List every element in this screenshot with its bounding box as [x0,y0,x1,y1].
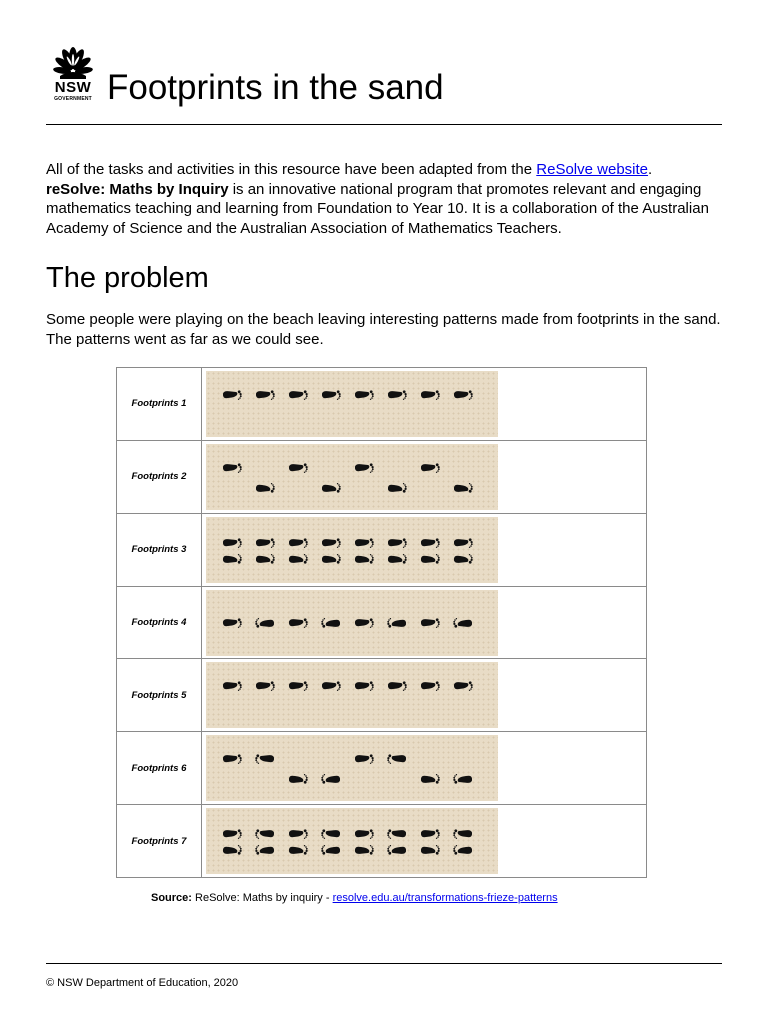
intro-rest: is an innovative national program that promotes relevant and engaging mathematics teaching and learning from Foundation to Year 10. It is a collaboration of the Australian Academy of Science and the Australian Association of Mathematics Teachers. [46,180,709,237]
footprint-mark [289,774,308,784]
footprint-mark [223,845,242,855]
footprint-mark [223,618,242,628]
footprints-pattern [202,440,647,513]
footprint-mark [454,538,473,548]
footprint-mark [321,618,340,628]
intro-lead-end: . [648,161,653,178]
footprint-mark [255,845,274,855]
footprint-mark [255,755,274,765]
footprint-mark [223,554,242,564]
footprint-mark [355,618,374,628]
sand-image [206,517,498,583]
logo-subtitle: GOVERNMENT [54,96,92,102]
footprints-label: Footprints 7 [117,805,202,878]
footprint-mark [289,845,308,855]
footprint-mark [454,483,473,493]
footprint-mark [255,829,274,839]
footprints-illustration [206,590,498,656]
footprint-mark [454,390,473,400]
footprint-mark [454,682,473,692]
intro-lead: All of the tasks and activities in this resource have been adapted from the [46,161,537,178]
sand-image [206,662,498,728]
footprint-mark [321,829,340,839]
sand-image [206,808,498,874]
footprint-mark [421,538,440,548]
sand-image [206,735,498,801]
footprints-pattern [202,732,647,805]
footprint-mark [421,845,440,855]
footprint-mark [454,554,473,564]
footprints-pattern [202,659,647,732]
footprint-mark [289,618,308,628]
nsw-government-logo [46,46,100,106]
footprint-mark [289,538,308,548]
footprint-mark [388,538,407,548]
footprint-mark [322,483,341,493]
footprints-pattern [202,513,647,586]
footprint-mark [289,829,308,839]
footprints-pattern [202,368,647,441]
footprint-mark [322,538,341,548]
footprint-mark [289,554,308,564]
footprint-mark [322,390,341,400]
footprints-label: Footprints 6 [117,732,202,805]
page-title: Footprints in the sand [107,68,444,107]
footprints-row [117,732,647,805]
footprint-mark [289,390,308,400]
footprints-label: Footprints 3 [117,513,202,586]
footprint-mark [223,682,242,692]
page-header [46,46,722,108]
footprint-mark [388,483,407,493]
footprint-mark [355,538,374,548]
footer-copyright: © NSW Department of Education, 2020 [46,977,239,989]
source-text: ReSolve: Maths by inquiry - [191,892,333,904]
problem-text: Some people were playing on the beach leaving interesting patterns made from footprints in the sand. The patterns went as far as we could see. [46,311,721,348]
header-divider [46,124,722,125]
footprints-illustration [206,444,498,510]
footprint-mark [421,463,440,473]
footprint-mark [387,618,406,628]
footprints-illustration [206,808,498,874]
waratah-icon [46,46,100,80]
footprint-mark [256,390,275,400]
problem-heading: The problem [46,262,209,294]
footprints-label: Footprints 2 [117,440,202,513]
footprints-illustration [206,662,498,728]
footprint-mark [453,845,472,855]
footprints-illustration [206,735,498,801]
source-label: Source: [151,892,192,904]
footprint-mark [355,845,374,855]
footprints-row [117,368,647,441]
footprints-illustration [206,371,498,437]
footprint-mark [321,774,340,784]
footprint-mark [223,538,242,548]
footprint-mark [355,390,374,400]
footprint-mark [289,463,308,473]
footprint-mark [355,829,374,839]
footprint-mark [355,682,374,692]
footprint-mark [322,554,341,564]
sand-image [206,444,498,510]
footprint-mark [289,682,308,692]
footprints-label: Footprints 5 [117,659,202,732]
footprint-mark [223,390,242,400]
footprint-mark [421,682,440,692]
footprints-row [117,586,647,659]
footprint-mark [421,554,440,564]
source-link[interactable]: resolve.edu.au/transformations-frieze-patterns [332,892,558,904]
footprint-mark [388,554,407,564]
footprints-row [117,513,647,586]
footprint-mark [256,483,275,493]
footprints-pattern [202,586,647,659]
footprint-mark [322,682,341,692]
sand-image [206,371,498,437]
sand-image [206,590,498,656]
intro-paragraph [46,160,722,238]
footprint-mark [387,845,406,855]
footprint-mark [256,538,275,548]
footprints-illustration [206,517,498,583]
footprint-mark [421,390,440,400]
footprints-row [117,659,647,732]
footprint-mark [256,554,275,564]
footprint-mark [223,829,242,839]
footprints-label: Footprints 1 [117,368,202,441]
logo-wordmark: NSW [54,79,92,96]
footprint-mark [388,682,407,692]
footprint-mark [355,755,374,765]
footprint-mark [453,774,472,784]
footer-divider [46,963,722,964]
footprint-mark [421,618,440,628]
footprint-mark [223,755,242,765]
footprint-mark [255,618,274,628]
footprint-mark [453,618,472,628]
footprint-mark [387,755,406,765]
footprint-mark [421,829,440,839]
footprint-mark [321,845,340,855]
footprints-pattern [202,805,647,878]
footprint-mark [355,554,374,564]
footprint-mark [453,829,472,839]
footprint-mark [223,463,242,473]
footprint-mark [387,829,406,839]
intro-bold-name: reSolve: Maths by Inquiry [46,180,229,198]
footprint-mark [421,774,440,784]
footprints-table [116,367,647,878]
footprints-row [117,805,647,878]
source-citation [151,891,558,905]
footprints-row [117,440,647,513]
footprint-mark [256,682,275,692]
footprint-mark [355,463,374,473]
footprint-mark [388,390,407,400]
footprints-label: Footprints 4 [117,586,202,659]
resolve-website-link[interactable]: ReSolve website [536,161,649,178]
